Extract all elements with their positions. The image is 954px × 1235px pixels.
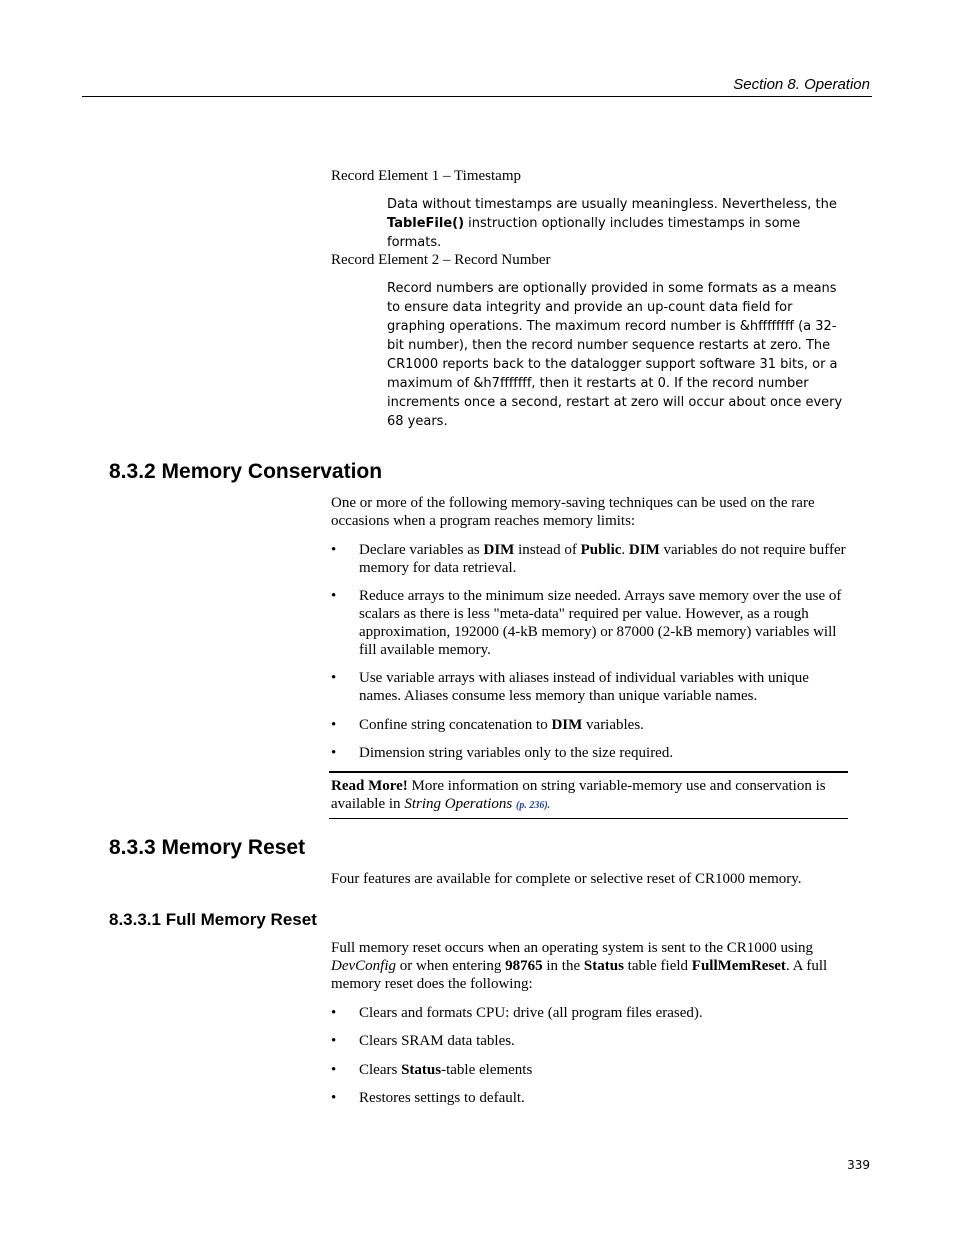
list-item: • Confine string concatenation to DIM variables. xyxy=(331,717,644,733)
bullet-glyph: • xyxy=(331,1033,337,1049)
header-rule xyxy=(82,96,872,97)
memory-reset-intro: Four features are available for complete or selective reset of CR1000 memory. xyxy=(331,871,802,887)
page-number: 339 xyxy=(847,1158,870,1172)
list-item: • Declare variables as DIM instead of Public. DIM variables do not require buffer memory for data retrieval. xyxy=(331,542,846,576)
read-more-note: Read More! More information on string variable-memory use and conservation is available in String Operations (p. 236). xyxy=(329,771,848,819)
record-element-1-note: Data without timestamps are usually meaningless. Nevertheless, the TableFile() instruction optionally includes timestamps in some formats. xyxy=(387,197,837,250)
tablefile-instruction: TableFile() xyxy=(387,216,465,231)
heading-memory-conservation: 8.3.2 Memory Conservation xyxy=(109,460,383,483)
running-head: Section 8. Operation xyxy=(733,76,870,93)
list-item: • Clears and formats CPU: drive (all program files erased). xyxy=(331,1005,703,1021)
record-element-1-label: Record Element 1 – Timestamp xyxy=(331,168,521,184)
memory-conservation-intro: One or more of the following memory-saving techniques can be used on the rare occasions when a program reaches memory limits: xyxy=(331,495,815,529)
list-item: • Clears Status-table elements xyxy=(331,1062,533,1078)
heading-full-memory-reset: 8.3.3.1 Full Memory Reset xyxy=(109,910,317,929)
read-more-label: Read More! xyxy=(331,778,408,794)
list-item: • Restores settings to default. xyxy=(331,1090,525,1106)
bullet-glyph: • xyxy=(331,1062,337,1078)
list-item: • Use variable arrays with aliases instead of individual variables with unique names. Aliases consume less memory than unique variable names. xyxy=(331,670,809,704)
record-element-2-note: Record numbers are optionally provided in some formats as a means to ensure data integrity and provide an up-count data field for graphing operations. The maximum record number is &hffffffff (a 32-bit number), then the record number sequence restarts at zero. The CR1000 reports back to the datalogger support software 31 bits, or a maximum of &h7fffffff, then it restarts at 0. If the record number increments once a second, restart at zero will occur about once every 68 years. xyxy=(387,281,843,429)
string-operations-link[interactable]: String Operations xyxy=(404,796,513,812)
bullet-glyph: • xyxy=(331,1005,337,1021)
bullet-glyph: • xyxy=(331,542,337,558)
bullet-glyph: • xyxy=(331,588,337,604)
heading-memory-reset: 8.3.3 Memory Reset xyxy=(109,836,306,859)
full-memory-reset-intro: Full memory reset occurs when an operating system is sent to the CR1000 using DevConfig or when entering 98765 in the Status table field FullMemReset. A full memory reset does the following: xyxy=(331,940,828,992)
bullet-glyph: • xyxy=(331,1090,337,1106)
bullet-glyph: • xyxy=(331,717,337,733)
record-element-2-label: Record Element 2 – Record Number xyxy=(331,252,551,268)
bullet-glyph: • xyxy=(331,670,337,686)
list-item: • Dimension string variables only to the size required. xyxy=(331,745,674,761)
list-item: • Clears SRAM data tables. xyxy=(331,1033,515,1049)
memory-conservation-list xyxy=(331,541,846,762)
page-reference-link[interactable]: (p. 236) xyxy=(516,800,548,811)
list-item: • Reduce arrays to the minimum size needed. Arrays save memory over the use of scalars as there is less "meta-data" required per value. However, as a rough approximation, 192000 (4-kB memory) or 87000 (2-kB memory) variables will fill available memory. xyxy=(331,588,842,658)
bullet-glyph: • xyxy=(331,745,337,761)
full-memory-reset-list xyxy=(331,1004,846,1107)
